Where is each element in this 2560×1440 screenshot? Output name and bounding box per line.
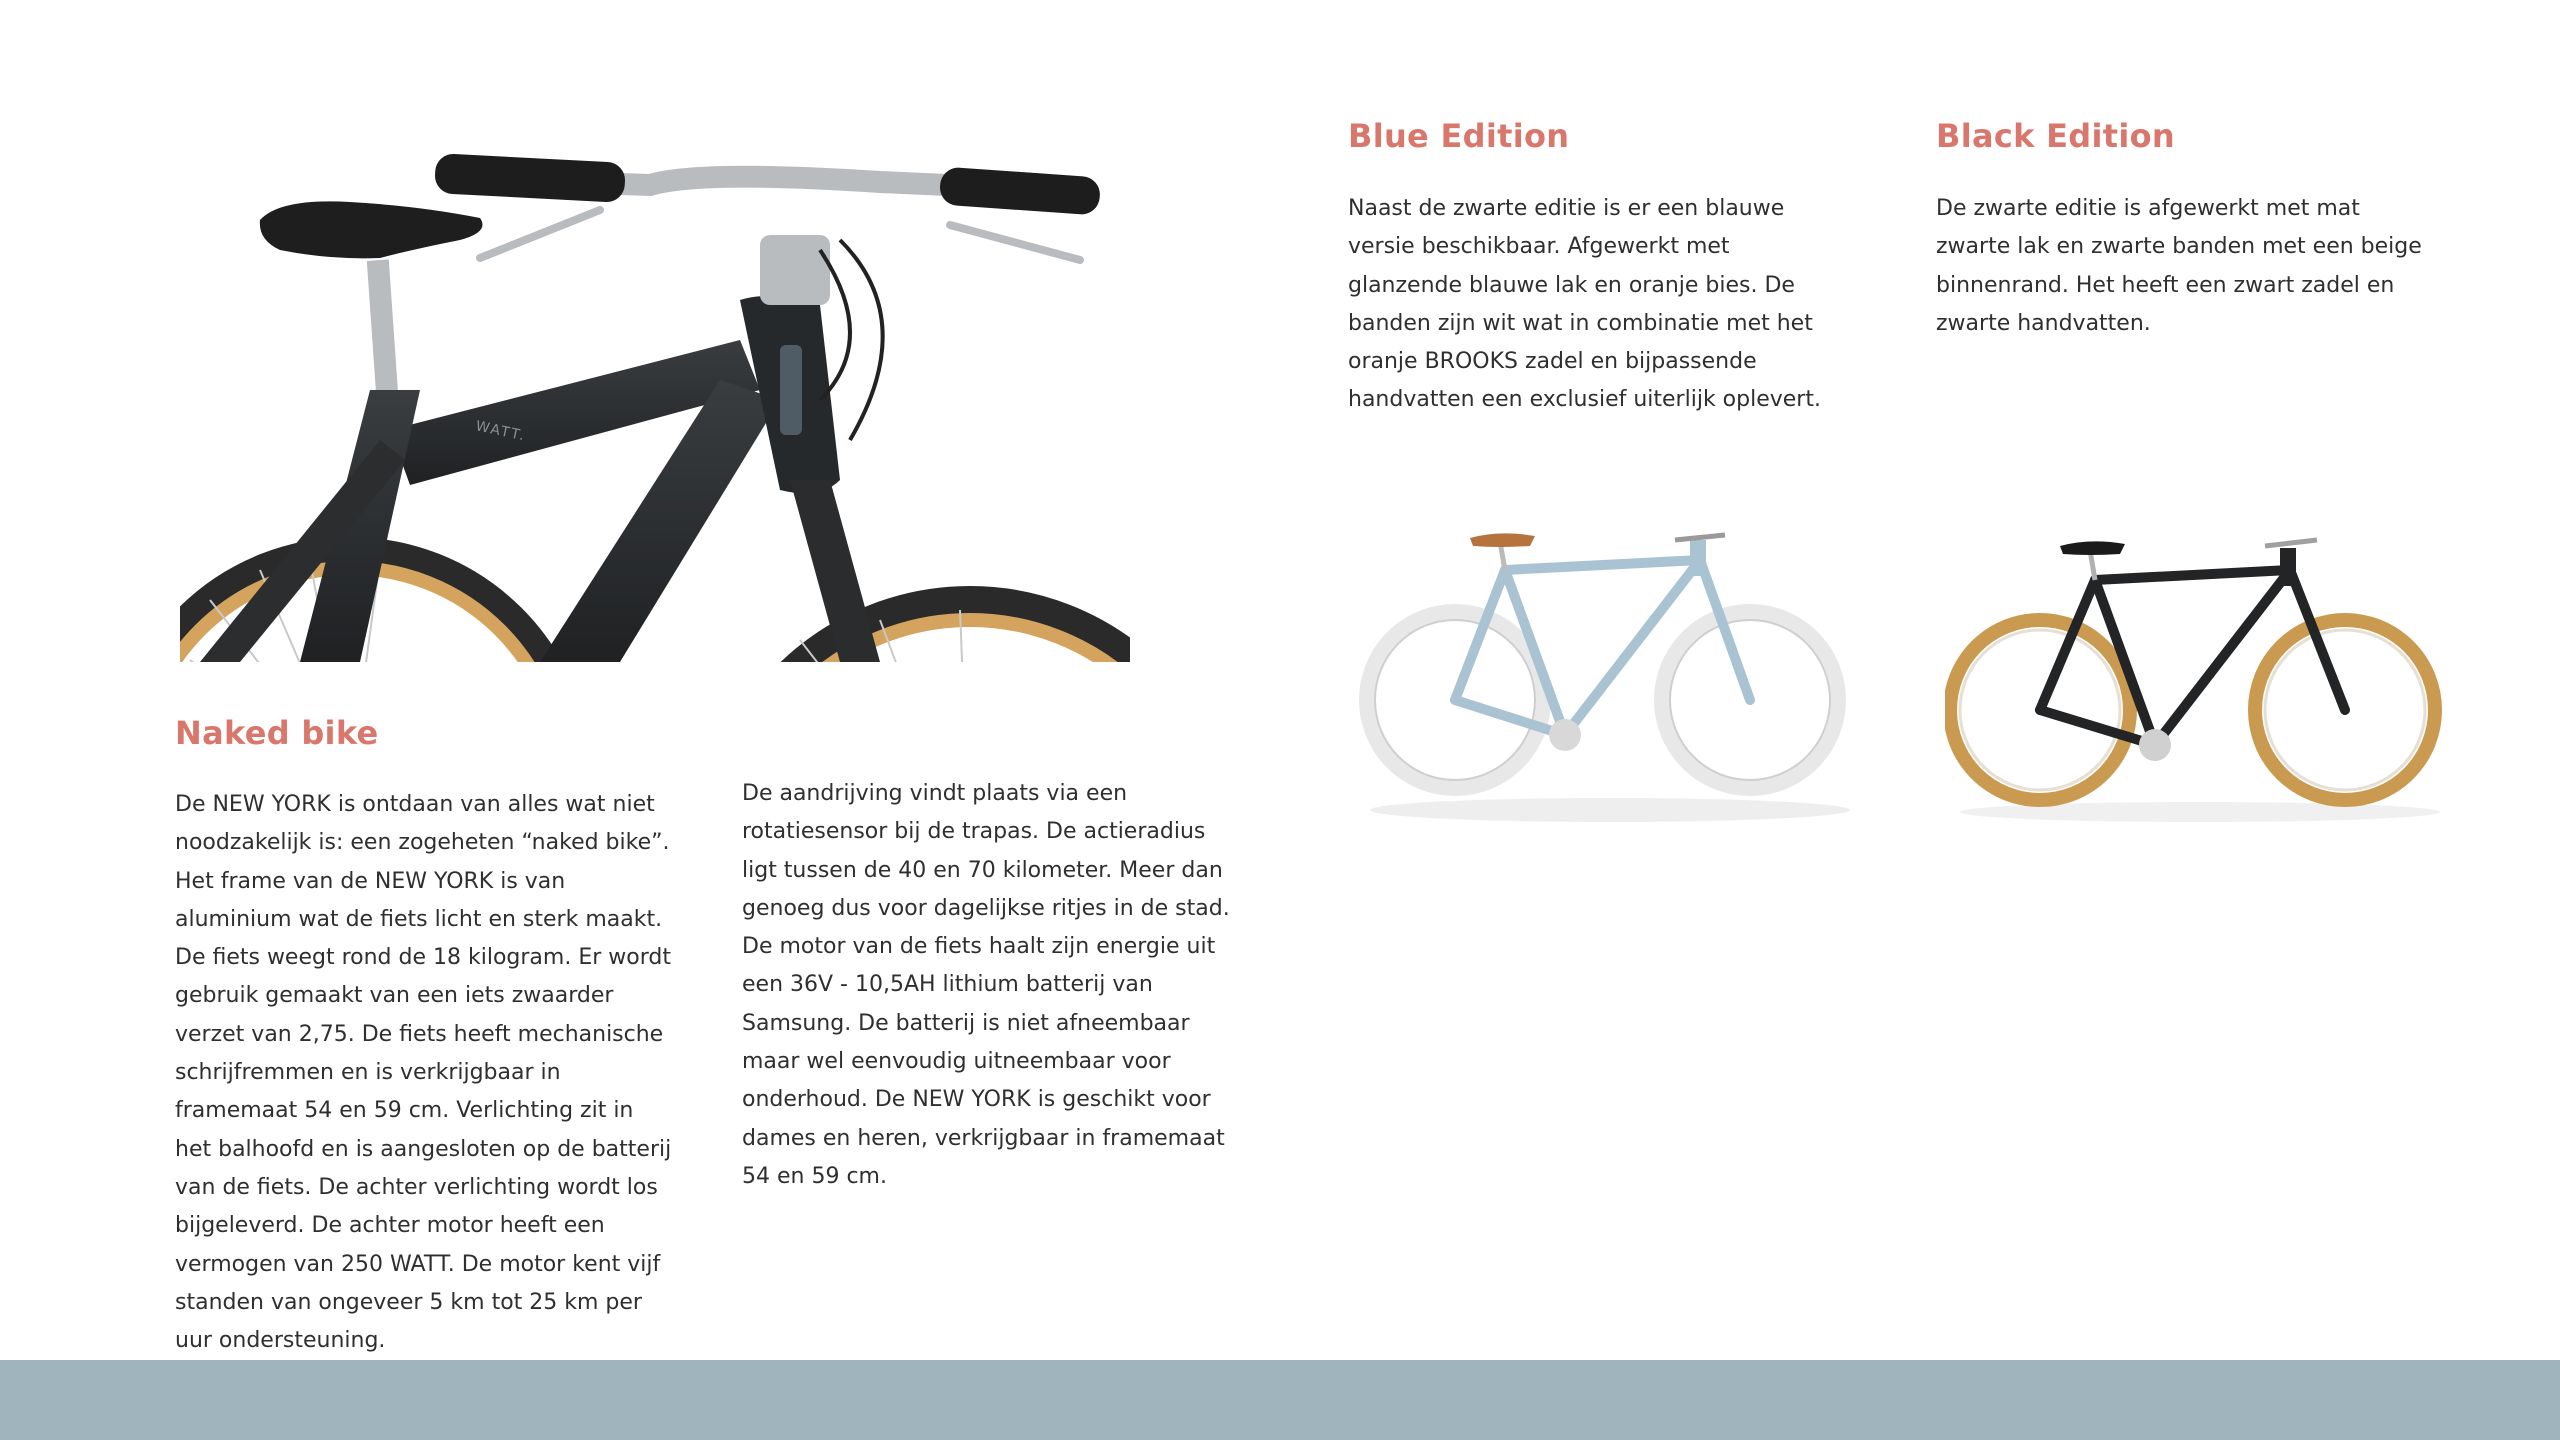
black-edition-bike-image	[1945, 520, 2465, 830]
naked-bike-heading: Naked bike	[175, 714, 379, 752]
naked-bike-text-col1: De NEW YORK is ontdaan van alles wat niet noodzakelijk is: een zogeheten “naked bike”. Het frame van de NEW YORK is van aluminium wat de fiets licht en sterk maakt. De fiets weegt rond de 18 kilogram. Er wordt gebruik gemaakt van een iets zwaarder verzet van 2,75. De fiets heeft mechanische schrijfremmen en is verkrijgbaar in framemaat 54 en 59 cm. Verlichting zit in het balhoofd en is aangesloten op de batterij van de fiets. De achter verlichting wordt los bijgeleverd. De achter motor heeft een vermogen van 250 WATT. De motor kent vijf standen van ongeveer 5 km tot 25 km per uur ondersteuning.	[175, 792, 672, 1354]
blue-edition-bike-image	[1355, 520, 1875, 830]
blue-edition-heading: Blue Edition	[1348, 117, 1570, 155]
naked-bike-text-col2: De aandrijving vindt plaats via een rotatiesensor bij de trapas. De actieradius ligt tussen de 40 en 70 kilometer. Meer dan genoeg dus voor dagelijkse ritjes in de stad. De motor van de fiets haalt zijn energie uit een 36V - 10,5AH lithium batterij van Samsung. De batterij is niet afneembaar maar wel eenvoudig uitneembaar voor onderhoud. De NEW YORK is geschikt voor dames en heren, verkrijgbaar in framemaat 54 en 59 cm.	[742, 781, 1230, 1189]
naked-bike-closeup-image	[180, 140, 1130, 662]
black-edition-text: De zwarte editie is afgewerkt met mat zwarte lak en zwarte banden met een beige binnenrand. Het heeft een zwart zadel en zwarte handvatten.	[1936, 196, 2422, 336]
frame-brand-label: WATT.	[474, 418, 528, 445]
footer-bar	[0, 1360, 2560, 1440]
blue-edition-text: Naast de zwarte editie is er een blauwe versie beschikbaar. Afgewerkt met glanzende blauwe lak en oranje bies. De banden zijn wit wat in combinatie met het oranje BROOKS zadel en bijpassende handvatten een exclusief uiterlijk oplevert.	[1348, 196, 1821, 413]
black-edition-heading: Black Edition	[1936, 117, 2176, 155]
